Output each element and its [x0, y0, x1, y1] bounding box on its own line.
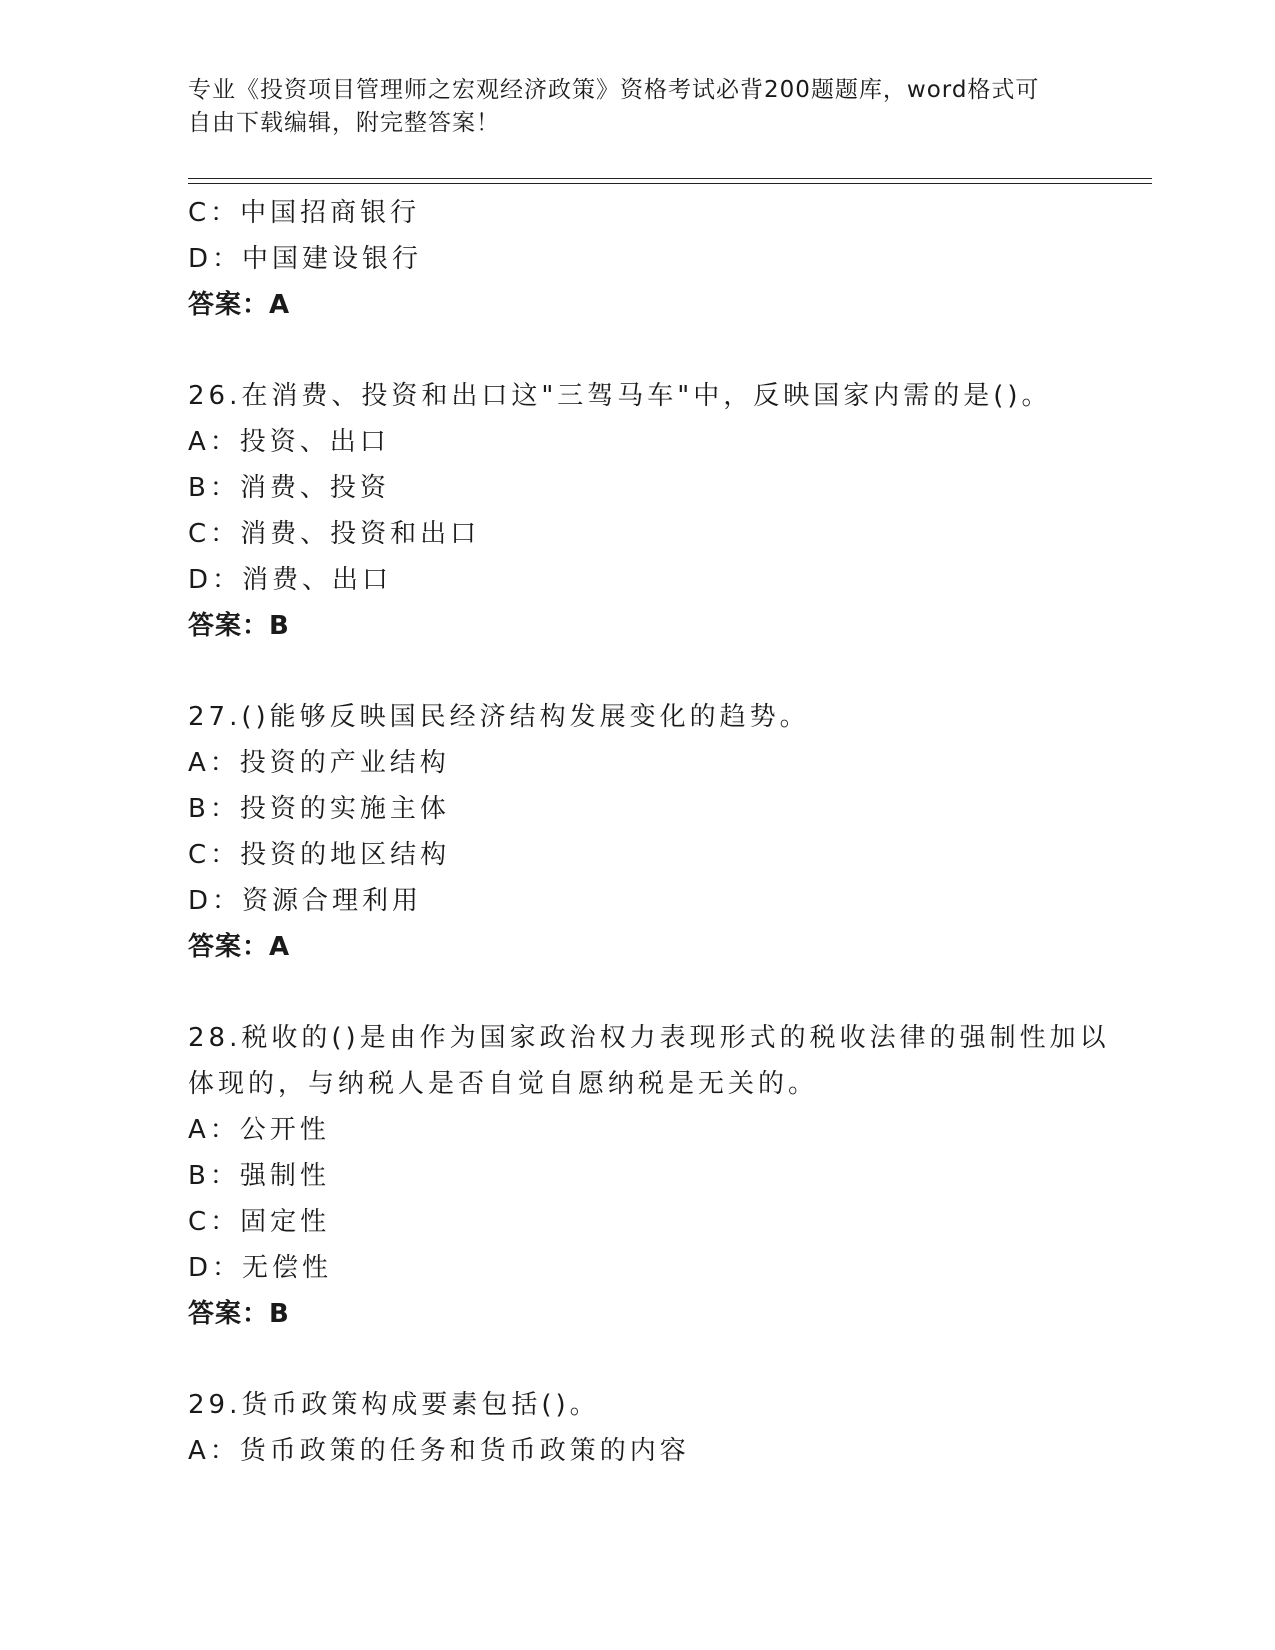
option-b: B：消费、投资 [188, 473, 390, 503]
question-26 [188, 373, 1088, 649]
answer: 答案：A [188, 932, 291, 962]
option-d: D：消费、出口 [188, 565, 393, 595]
document-body [188, 190, 1110, 1474]
header-rule-bottom [188, 183, 1152, 184]
option-c: C：中国招商银行 [188, 198, 421, 228]
header-rule-top [188, 178, 1152, 179]
option-a: A：货币政策的任务和货币政策的内容 [188, 1436, 690, 1466]
header-line-2: 自由下载编辑，附完整答案！ [188, 110, 500, 136]
option-a: A：投资、出口 [188, 427, 390, 457]
option-d: D：资源合理利用 [188, 886, 423, 916]
question-stem: 26.在消费、投资和出口这"三驾马车"中，反映国家内需的是()。 [188, 381, 1052, 411]
option-c: C：消费、投资和出口 [188, 519, 481, 549]
answer: 答案：B [188, 1299, 290, 1329]
option-c: C：固定性 [188, 1207, 331, 1237]
question-stem: 27.()能够反映国民经济结构发展变化的趋势。 [188, 702, 810, 732]
option-a: A：投资的产业结构 [188, 748, 450, 778]
question-28 [188, 1015, 1110, 1337]
question-stem-continued: 体现的，与纳税人是否自觉自愿纳税是无关的。 [188, 1069, 819, 1099]
option-d: D：无偿性 [188, 1253, 333, 1283]
question-27 [188, 694, 1088, 970]
document-header [188, 74, 1068, 140]
answer: 答案：A [188, 290, 291, 320]
option-b: B：投资的实施主体 [188, 794, 450, 824]
answer: 答案：B [188, 611, 290, 641]
question-stem: 28.税收的()是由作为国家政治权力表现形式的税收法律的强制性加以 [188, 1023, 1110, 1053]
option-a: A：公开性 [188, 1115, 330, 1145]
question-29 [188, 1382, 1088, 1474]
option-b: B：强制性 [188, 1161, 330, 1191]
question-stem: 29.货币政策构成要素包括()。 [188, 1390, 600, 1420]
option-d: D：中国建设银行 [188, 244, 423, 274]
header-line-1: 专业《投资项目管理师之宏观经济政策》资格考试必背200题题库，word格式可 [188, 77, 1040, 103]
option-c: C：投资的地区结构 [188, 840, 451, 870]
